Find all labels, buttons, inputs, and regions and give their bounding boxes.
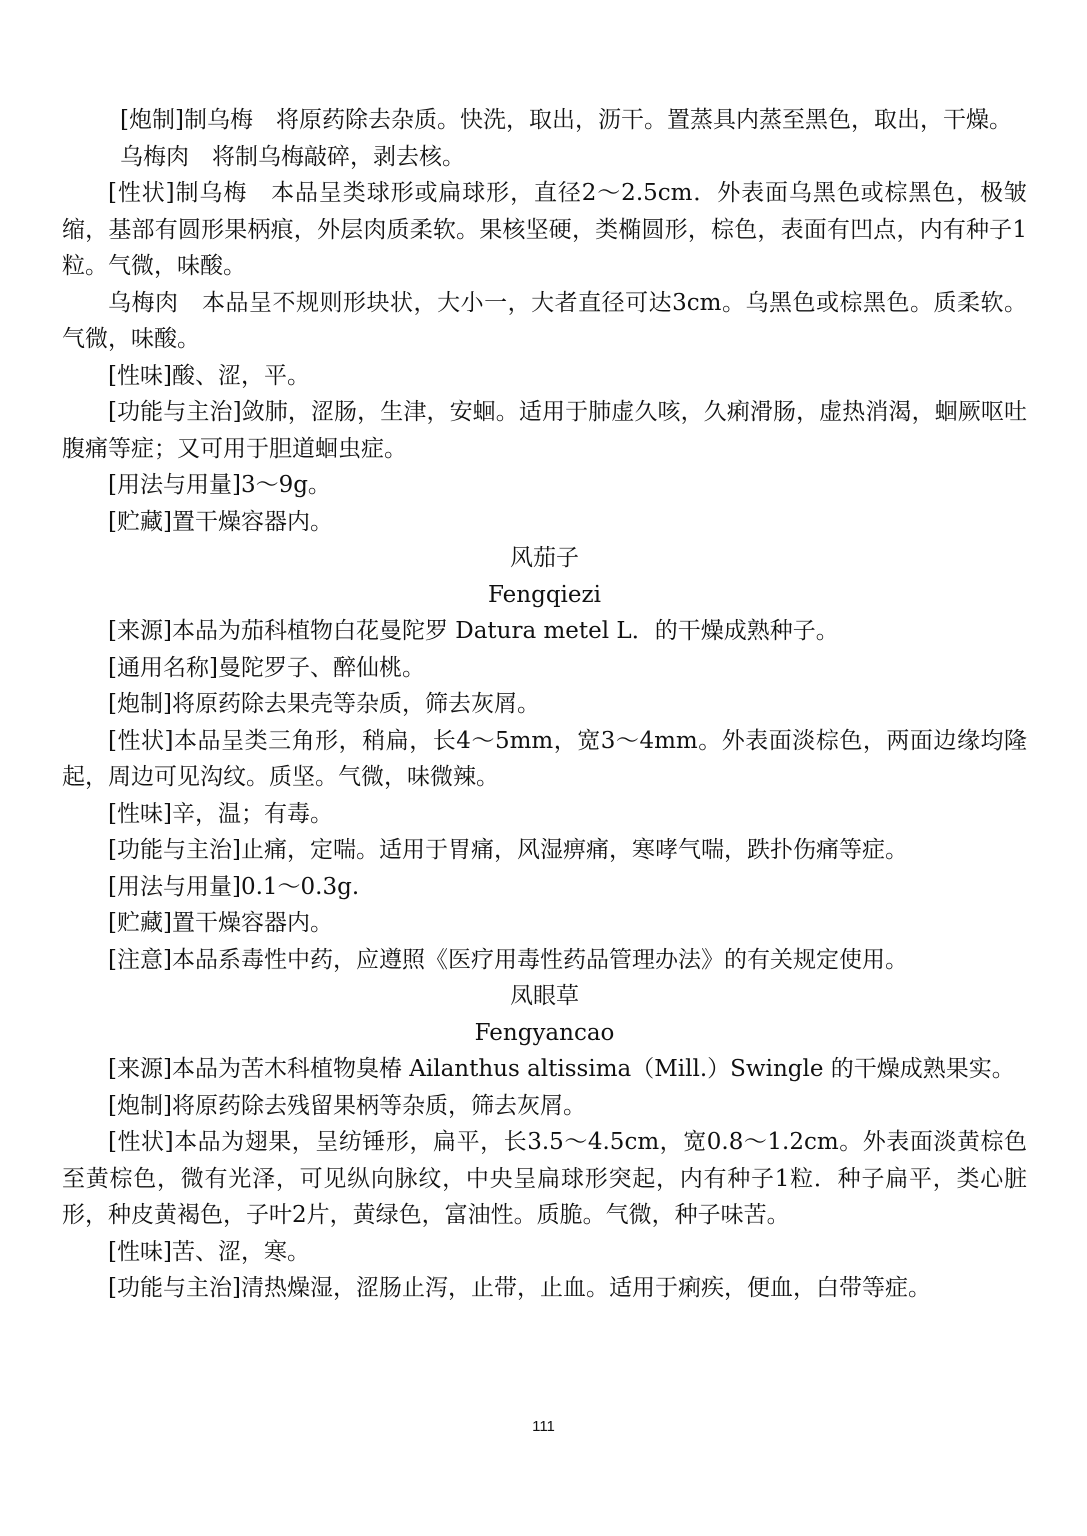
section-title: 风茄子	[510, 545, 579, 571]
paragraph: [性味]苦、涩，寒。	[108, 1238, 310, 1265]
paragraph: [功能与主治]清热燥湿，涩肠止泻，止带，止血。适用于痢疾，便血，白带等症。	[108, 1275, 931, 1301]
section-title: 凤眼草	[510, 983, 579, 1009]
paragraph: [通用名称]曼陀罗子、醉仙桃。	[108, 654, 425, 681]
paragraph: [来源]本品为苦木科植物臭椿 Ailanthus altissima（Mill.）Swingle 的干燥成熟果实。	[108, 1056, 1015, 1082]
document-body	[62, 102, 1027, 1307]
paragraph: [性状]制乌梅 本品呈类球形或扁球形，直径2～2.5cm．外表面乌黑色或棕黑色，极皱缩，基部有圆形果柄痕，外层肉质柔软。果核坚硬，类椭圆形，棕色，表面有凹点，内有种子1粒。气微，味酸。	[62, 180, 1027, 279]
section-pinyin: Fengyancao	[474, 1019, 615, 1046]
paragraph: [用法与用量]0.1～0.3g.	[108, 873, 360, 900]
paragraph: [注意]本品系毒性中药，应遵照《医疗用毒性药品管理办法》的有关规定使用。	[108, 946, 908, 973]
paragraph: [来源]本品为茄科植物白花曼陀罗 Datura metel L．的干燥成熟种子。	[108, 618, 839, 644]
section-pinyin: Fengqiezi	[487, 581, 601, 608]
paragraph: [炮制]将原药除去果壳等杂质，筛去灰屑。	[108, 691, 540, 717]
paragraph: [贮藏]置干燥容器内。	[108, 508, 333, 535]
paragraph: [功能与主治]止痛，定喘。适用于胃痛，风湿痹痛，寒哮气喘，跌扑伤痛等症。	[108, 837, 908, 863]
paragraph: [性状]本品呈类三角形，稍扁，长4～5mm，宽3～4mm。外表面淡棕色，两面边缘均隆起，周边可见沟纹。质坚。气微，味微辣。	[62, 727, 1027, 790]
paragraph: [性状]本品为翅果，呈纺锤形，扁平，长3.5～4.5cm，宽0.8～1.2cm。外表面淡黄棕色至黄棕色，微有光泽，可见纵向脉纹，中央呈扁球形突起，内有种子1粒．种子扁平，类心脏形，种皮黄褐色，子叶2片，黄绿色，富油性。质脆。气微，种子味苦。	[62, 1129, 1027, 1228]
paragraph: 乌梅肉 将制乌梅敲碎，剥去核。	[120, 143, 465, 170]
paragraph: [炮制]将原药除去残留果柄等杂质，筛去灰屑。	[108, 1092, 586, 1119]
paragraph: 乌梅肉 本品呈不规则形块状，大小一，大者直径可达3cm。乌黑色或棕黑色。质柔软。气微，味酸。	[62, 289, 1027, 352]
paragraph: [炮制]制乌梅 将原药除去杂质。快洗，取出，沥干。置蒸具内蒸至黑色，取出，干燥。	[120, 107, 1012, 133]
paragraph: [贮藏]置干燥容器内。	[108, 910, 333, 936]
page-number: 111	[532, 1418, 555, 1435]
paragraph: [性味]酸、涩，平。	[108, 362, 310, 389]
paragraph: [用法与用量]3～9g。	[108, 472, 331, 498]
paragraph: [功能与主治]敛肺，涩肠，生津，安蛔。适用于肺虚久咳，久痢滑肠，虚热消渴，蛔厥呕吐腹痛等症；又可用于胆道蛔虫症。	[62, 399, 1027, 462]
paragraph: [性味]辛，温；有毒。	[108, 800, 333, 827]
